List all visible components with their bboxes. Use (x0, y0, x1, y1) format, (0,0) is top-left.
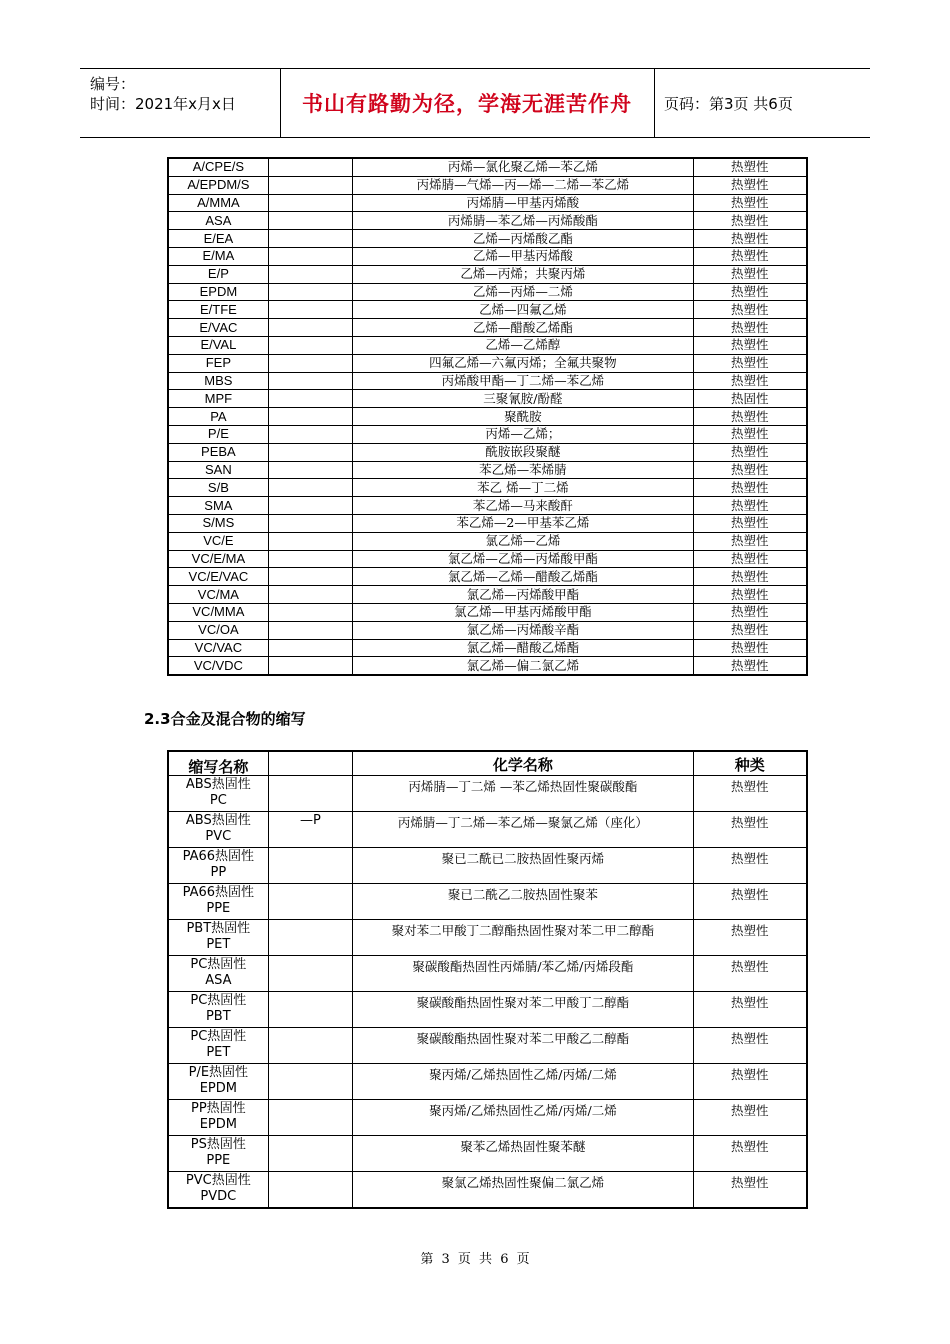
type-cell: 热塑性 (693, 992, 807, 1028)
blank-cell (268, 158, 353, 176)
type-cell: 热塑性 (693, 354, 807, 372)
blank-cell (268, 265, 353, 283)
blank-cell (268, 247, 353, 265)
abbr-line-1: PS热固性 (190, 1137, 246, 1152)
table-row (168, 408, 807, 426)
abbr-cell: E/TFE (168, 301, 268, 319)
table-row (168, 479, 807, 497)
abbr-line-2: PVDC (200, 1189, 237, 1204)
abbr-cell (168, 1100, 268, 1136)
header-motto-cell (280, 69, 655, 137)
type-cell: 热塑性 (693, 425, 807, 443)
abbr-cell: MBS (168, 372, 268, 390)
abbr-cell (168, 1136, 268, 1172)
blank-cell (268, 884, 353, 920)
blank-cell (268, 657, 353, 675)
chemical-name-cell: 苯乙烯—马来酸酐 (353, 497, 693, 515)
type-cell: 热塑性 (693, 586, 807, 604)
header-meta-cell (80, 69, 281, 137)
chemical-name-cell: 乙烯—丙烯酸乙酯 (353, 230, 693, 248)
type-cell: 热塑性 (693, 158, 807, 176)
abbr-line-2: PET (206, 937, 231, 952)
abbr-cell: MPF (168, 390, 268, 408)
blank-cell (268, 176, 353, 194)
abbr-cell: VC/OA (168, 621, 268, 639)
chemical-name-cell: 丙烯腈—气烯—丙—烯—二烯—苯乙烯 (353, 176, 693, 194)
chemical-name-cell: 丙烯—乙烯； (353, 425, 693, 443)
chemical-name-cell: 氯乙烯—乙烯—醋酸乙烯酯 (353, 568, 693, 586)
blank-cell (268, 550, 353, 568)
abbr-cell: VC/MMA (168, 603, 268, 621)
chemical-name-cell: 乙烯—丙烯—二烯 (353, 283, 693, 301)
table-row (168, 776, 807, 812)
blank-cell (268, 497, 353, 515)
abbr-cell: SAN (168, 461, 268, 479)
table-row (168, 461, 807, 479)
chemical-name-cell: 苯乙烯—2—甲基苯乙烯 (353, 514, 693, 532)
header-abbr: 缩写名称 (168, 751, 268, 776)
blank-cell (268, 639, 353, 657)
abbr-line-2: PC (209, 793, 227, 808)
blank-cell (268, 212, 353, 230)
blank-cell (268, 776, 353, 812)
type-cell: 热塑性 (693, 372, 807, 390)
table-row (168, 336, 807, 354)
header-col2 (268, 751, 353, 776)
blank-cell (268, 301, 353, 319)
type-cell: 热塑性 (693, 812, 807, 848)
type-cell: 热塑性 (693, 1172, 807, 1209)
header-name: 化学名称 (353, 751, 693, 776)
blank-cell (268, 586, 353, 604)
table-row (168, 425, 807, 443)
page-label: 页码：第3页 共6页 (664, 94, 793, 113)
blank-cell (268, 1136, 353, 1172)
serial-label: 编号： (90, 75, 136, 93)
blank-cell (268, 1028, 353, 1064)
type-cell: 热塑性 (693, 884, 807, 920)
abbr-cell: E/VAL (168, 336, 268, 354)
chemical-name-cell: 聚碳酸酯热固性聚对苯二甲酸乙二醇酯 (353, 1028, 693, 1064)
type-cell: 热塑性 (693, 568, 807, 586)
motto: 书山有路勤为径，学海无涯苦作舟 (302, 92, 632, 116)
abbr-cell: E/VAC (168, 319, 268, 337)
table-row (168, 550, 807, 568)
abbr-line-2: PET (206, 1045, 231, 1060)
abbr-cell: P/E (168, 425, 268, 443)
type-cell: 热塑性 (693, 443, 807, 461)
table-row (168, 884, 807, 920)
table-row (168, 354, 807, 372)
chemical-name-cell: 聚已二酰乙二胺热固性聚苯 (353, 884, 693, 920)
blank-cell (268, 992, 353, 1028)
table-row (168, 194, 807, 212)
abbr-cell (168, 884, 268, 920)
header-type: 种类 (693, 751, 807, 776)
table-row (168, 390, 807, 408)
abbr-cell (168, 1172, 268, 1209)
abbr-cell: PEBA (168, 443, 268, 461)
abbr-cell: PA (168, 408, 268, 426)
chemical-name-cell: 聚已二酰已二胺热固性聚丙烯 (353, 848, 693, 884)
type-cell: 热塑性 (693, 956, 807, 992)
abbr-cell: VC/E/VAC (168, 568, 268, 586)
type-cell: 热塑性 (693, 532, 807, 550)
table-row (168, 586, 807, 604)
blank-cell (268, 568, 353, 586)
abbr-line-1: PC热固性 (190, 1029, 247, 1044)
table-row (168, 848, 807, 884)
abbr-line-1: PP热固性 (190, 1101, 246, 1116)
type-cell: 热塑性 (693, 461, 807, 479)
chemical-name-cell: 乙烯—丙烯；共聚丙烯 (353, 265, 693, 283)
chemical-name-cell: 聚碳酸酯热固性聚对苯二甲酸丁二醇酯 (353, 992, 693, 1028)
table-row (168, 1136, 807, 1172)
type-cell: 热塑性 (693, 920, 807, 956)
chemical-name-cell: 氯乙烯—醋酸乙烯酯 (353, 639, 693, 657)
blank-cell (268, 479, 353, 497)
abbr-line-1: PC热固性 (190, 993, 247, 1008)
abbr-cell (168, 920, 268, 956)
abbr-line-1: PA66热固性 (182, 885, 255, 900)
table-row (168, 1028, 807, 1064)
chemical-name-cell: 乙烯—乙烯醇 (353, 336, 693, 354)
table-row (168, 230, 807, 248)
table-row (168, 176, 807, 194)
chemical-name-cell: 氯乙烯—丙烯酸甲酯 (353, 586, 693, 604)
abbr-cell: S/B (168, 479, 268, 497)
chemical-name-cell: 丙烯—氯化聚乙烯—苯乙烯 (353, 158, 693, 176)
type-cell: 热塑性 (693, 550, 807, 568)
chemical-name-cell: 乙烯—醋酸乙烯酯 (353, 319, 693, 337)
section-title: 2.3合金及混合物的缩写 (144, 710, 306, 728)
abbr-line-2: ASA (205, 973, 232, 988)
blank-cell (268, 920, 353, 956)
type-cell: 热塑性 (693, 1136, 807, 1172)
type-cell: 热塑性 (693, 301, 807, 319)
abbr-cell (168, 956, 268, 992)
chemical-name-cell: 聚苯乙烯热固性聚苯醚 (353, 1136, 693, 1172)
type-cell: 热塑性 (693, 194, 807, 212)
type-cell: 热塑性 (693, 848, 807, 884)
table-row (168, 532, 807, 550)
chemical-name-cell: 乙烯—四氟乙烯 (353, 301, 693, 319)
abbr-cell: SMA (168, 497, 268, 515)
table-row (168, 603, 807, 621)
blank-cell (268, 514, 353, 532)
table-row (168, 992, 807, 1028)
type-cell: 热塑性 (693, 621, 807, 639)
chemical-name-cell: 聚丙烯/乙烯热固性乙烯/丙烯/二烯 (353, 1100, 693, 1136)
table-row (168, 265, 807, 283)
type-cell: 热塑性 (693, 336, 807, 354)
abbr-line-1: PBT热固性 (186, 921, 251, 936)
abbr-line-1: ABS热固性 (185, 777, 251, 792)
abbr-cell: VC/E/MA (168, 550, 268, 568)
abbr-cell (168, 1064, 268, 1100)
type-cell: 热塑性 (693, 212, 807, 230)
type-cell: 热塑性 (693, 657, 807, 675)
time-label: 时间：2021年x月x日 (90, 95, 236, 113)
chemical-name-cell: 苯乙 烯—丁二烯 (353, 479, 693, 497)
chemical-name-cell: 氯乙烯—乙烯—丙烯酸甲酯 (353, 550, 693, 568)
type-cell: 热塑性 (693, 247, 807, 265)
blank-cell (268, 956, 353, 992)
type-cell: 热塑性 (693, 176, 807, 194)
blank-cell (268, 336, 353, 354)
type-cell: 热塑性 (693, 776, 807, 812)
abbr-cell: VC/VAC (168, 639, 268, 657)
table-header-row (168, 751, 807, 776)
abbr-cell: EPDM (168, 283, 268, 301)
copolymer-table (167, 157, 808, 676)
table-row (168, 1172, 807, 1209)
table-row (168, 621, 807, 639)
type-cell: 热塑性 (693, 1064, 807, 1100)
blank-cell (268, 848, 353, 884)
chemical-name-cell: 丙烯腈—甲基丙烯酸 (353, 194, 693, 212)
type-cell: 热塑性 (693, 514, 807, 532)
table-row (168, 283, 807, 301)
abbr-cell: A/CPE/S (168, 158, 268, 176)
abbr-line-1: PC热固性 (190, 957, 247, 972)
table-row (168, 1100, 807, 1136)
blank-cell (268, 283, 353, 301)
chemical-name-cell: 聚氯乙烯热固性聚偏二氯乙烯 (353, 1172, 693, 1209)
abbr-cell: A/MMA (168, 194, 268, 212)
abbr-line-2: EPDM (199, 1117, 237, 1132)
abbr-line-1: PVC热固性 (185, 1173, 251, 1188)
abbr-cell: VC/E (168, 532, 268, 550)
abbr-cell: E/EA (168, 230, 268, 248)
abbr-line-2: EPDM (199, 1081, 237, 1096)
abbr-line-1: ABS热固性 (185, 813, 251, 828)
abbr-line-2: PPE (206, 901, 231, 916)
abbr-cell (168, 992, 268, 1028)
blank-cell (268, 194, 353, 212)
type-cell: 热塑性 (693, 639, 807, 657)
abbr-line-2: PVC (205, 829, 232, 844)
type-cell: 热塑性 (693, 479, 807, 497)
table-row (168, 212, 807, 230)
blank-cell (268, 461, 353, 479)
type-cell: 热塑性 (693, 497, 807, 515)
chemical-name-cell: 丙烯腈—丁二烯 —苯乙烯热固性聚碳酸酯 (353, 776, 693, 812)
blank-cell (268, 443, 353, 461)
chemical-name-cell: 四氟乙烯—六氟丙烯；全氟共聚物 (353, 354, 693, 372)
blank-cell (268, 354, 353, 372)
table-row (168, 158, 807, 176)
type-cell: 热塑性 (693, 1028, 807, 1064)
blank-cell (268, 425, 353, 443)
abbr-cell (168, 1028, 268, 1064)
blank-cell: —P (268, 812, 353, 848)
abbr-cell (168, 776, 268, 812)
type-cell: 热塑性 (693, 283, 807, 301)
blank-cell (268, 603, 353, 621)
chemical-name-cell: 氯乙烯—甲基丙烯酸甲酯 (353, 603, 693, 621)
page-footer: 第 3 页 共 6 页 (420, 1252, 530, 1267)
blank-cell (268, 621, 353, 639)
table-row (168, 920, 807, 956)
chemical-name-cell: 乙烯—甲基丙烯酸 (353, 247, 693, 265)
blank-cell (268, 390, 353, 408)
table-row (168, 514, 807, 532)
chemical-name-cell: 三聚氰胺/酚醛 (353, 390, 693, 408)
blank-cell (268, 230, 353, 248)
type-cell: 热塑性 (693, 1100, 807, 1136)
table-row (168, 657, 807, 675)
table-row (168, 956, 807, 992)
abbr-cell: ASA (168, 212, 268, 230)
abbr-cell: VC/VDC (168, 657, 268, 675)
blank-cell (268, 408, 353, 426)
abbr-line-2: PP (210, 865, 227, 880)
chemical-name-cell: 氯乙烯—乙烯 (353, 532, 693, 550)
table-row (168, 812, 807, 848)
chemical-name-cell: 氯乙烯—偏二氯乙烯 (353, 657, 693, 675)
chemical-name-cell: 聚对苯二甲酸丁二醇酯热固性聚对苯二甲二醇酯 (353, 920, 693, 956)
chemical-name-cell: 酰胺嵌段聚醚 (353, 443, 693, 461)
abbr-cell: VC/MA (168, 586, 268, 604)
table-row (168, 443, 807, 461)
type-cell: 热固性 (693, 390, 807, 408)
abbr-cell: E/P (168, 265, 268, 283)
chemical-name-cell: 氯乙烯—丙烯酸辛酯 (353, 621, 693, 639)
type-cell: 热塑性 (693, 603, 807, 621)
chemical-name-cell: 聚酰胺 (353, 408, 693, 426)
abbr-line-1: PA66热固性 (182, 849, 255, 864)
type-cell: 热塑性 (693, 408, 807, 426)
type-cell: 热塑性 (693, 319, 807, 337)
abbr-line-2: PPE (206, 1153, 231, 1168)
chemical-name-cell: 丙烯酸甲酯—丁二烯—苯乙烯 (353, 372, 693, 390)
blank-cell (268, 372, 353, 390)
type-cell: 热塑性 (693, 230, 807, 248)
blank-cell (268, 532, 353, 550)
abbr-line-1: P/E热固性 (188, 1065, 249, 1080)
alloy-table (167, 750, 808, 1209)
chemical-name-cell: 聚丙烯/乙烯热固性乙烯/丙烯/二烯 (353, 1064, 693, 1100)
abbr-cell: FEP (168, 354, 268, 372)
abbr-cell: S/MS (168, 514, 268, 532)
chemical-name-cell: 丙烯腈—苯乙烯—丙烯酸酯 (353, 212, 693, 230)
table-row (168, 372, 807, 390)
table-row (168, 319, 807, 337)
table-row (168, 497, 807, 515)
blank-cell (268, 319, 353, 337)
chemical-name-cell: 苯乙烯—苯烯腈 (353, 461, 693, 479)
chemical-name-cell: 聚碳酸酯热固性丙烯腈/苯乙烯/丙烯段酯 (353, 956, 693, 992)
chemical-name-cell: 丙烯腈—丁二烯—苯乙烯—聚氯乙烯（座化） (353, 812, 693, 848)
blank-cell (268, 1172, 353, 1209)
blank-cell (268, 1064, 353, 1100)
table-row (168, 639, 807, 657)
type-cell: 热塑性 (693, 265, 807, 283)
abbr-cell: E/MA (168, 247, 268, 265)
header-page-cell (656, 69, 870, 137)
table-row (168, 247, 807, 265)
abbr-line-2: PBT (205, 1009, 231, 1024)
table-row (168, 301, 807, 319)
table-row (168, 1064, 807, 1100)
blank-cell (268, 1100, 353, 1136)
table-row (168, 568, 807, 586)
abbr-cell (168, 812, 268, 848)
abbr-cell: A/EPDM/S (168, 176, 268, 194)
abbr-cell (168, 848, 268, 884)
page-header (80, 68, 870, 138)
